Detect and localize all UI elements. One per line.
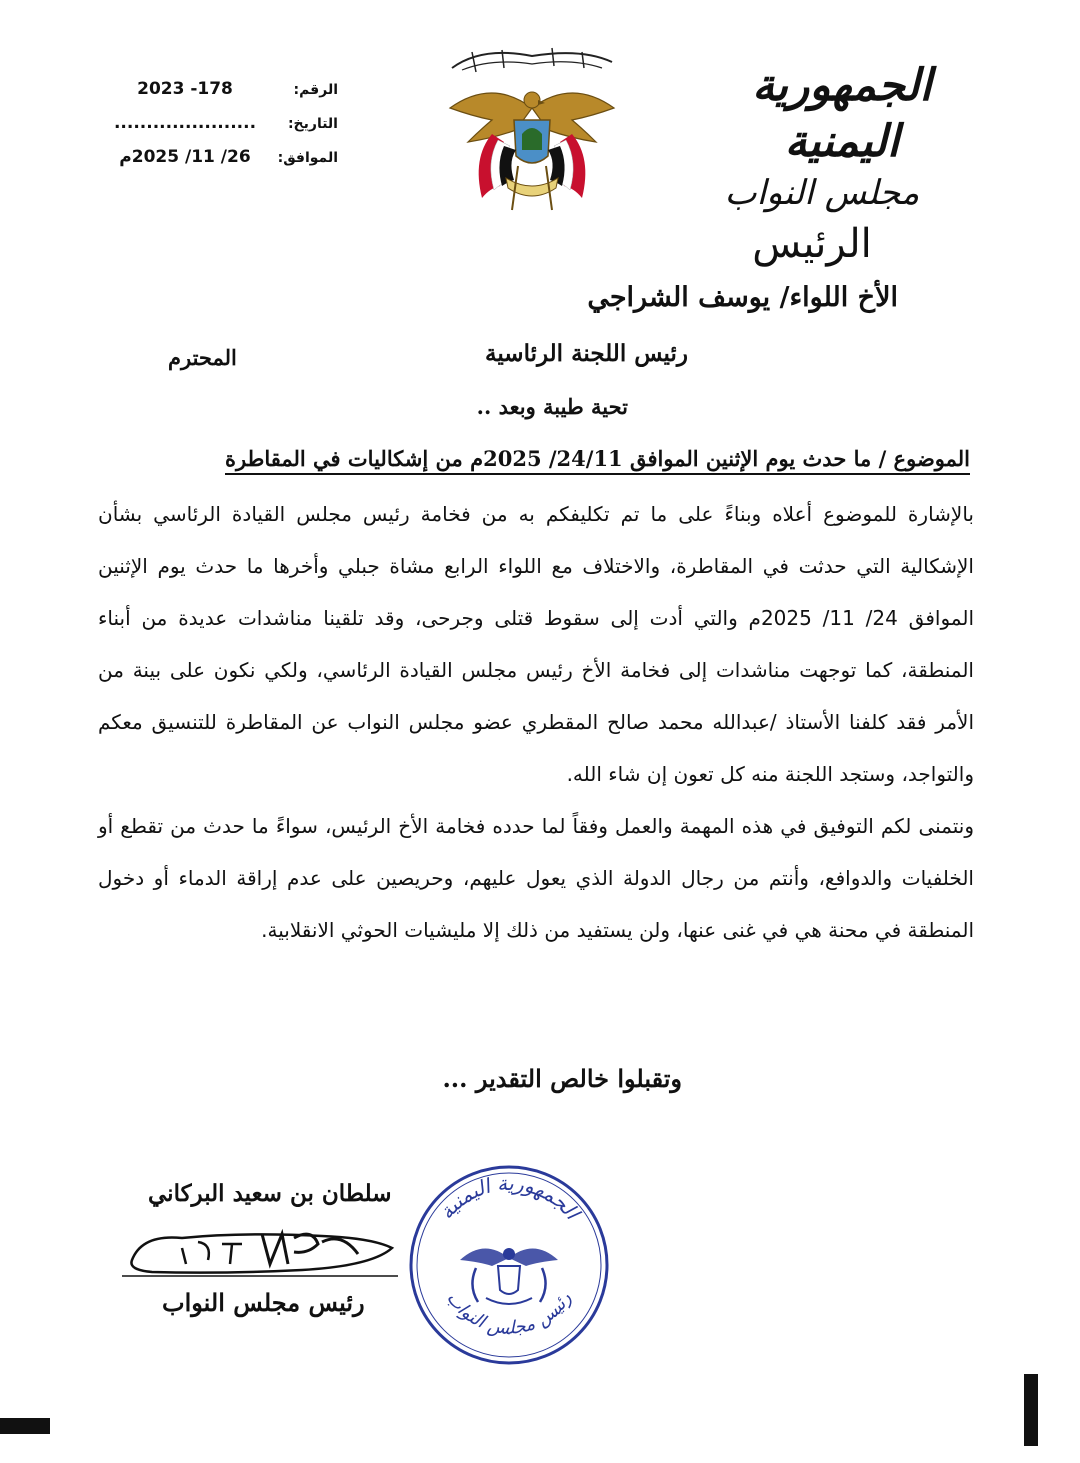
ref-corresponding-row [98,140,338,174]
svg-text:رئيس مجلس النواب: رئيس مجلس النواب [442,1288,576,1340]
org-title: الرئيس [752,221,872,267]
body-paragraph-2: ونتمنى لكم التوفيق في هذه المهمة والعمل وفقاً لما حدده فخامة الأخ الرئيس، سواءً ما حدث من تقطع أو الخلفيات والدوافع، وأنتم من رجال الدولة الذي يعول عليهم، وحريصين على عدم إراقة الدماء أو دخول المنطقة في محنة هي في غنى عنها، ولن يستفيد من ذلك إلا مليشيات الحوثي الانقلابية. [98,814,974,942]
ref-number-value: 2023 -178 [137,79,233,99]
addressee-honorific: المحترم [168,345,237,370]
ref-date-row [98,106,338,140]
signer-name: سلطان بن سعيد البركاني [148,1180,392,1207]
body-paragraph-1: بالإشارة للموضوع أعلاه وبناءً على ما تم تكليفكم به من فخامة رئيس مجلس القيادة الرئاسي بشأن الإشكالية التي حدثت في المقاطرة، والاختلاف مع اللواء الرابع مشاة جبلي وأخرها ما حدث يوم الإثنين الموافق 24/ 11/ 2025م والتي أدت إلى سقوط قتلى وجرحى، وقد تلقينا مناشدات عديدة من أبناء المنطقة، كما توجهت مناشدات إلى فخامة الأخ رئيس مجلس القيادة الرئاسي، ولكي نكون على بينة من الأمر فقد كلفنا الأستاذ /عبدالله محمد صالح المقطري عضو مجلس النواب عن المقاطرة للتنسيق معكم والتواجد، وستجد اللجنة منه كل تعون إن شاء الله. [98,502,974,786]
letter-body [98,488,974,956]
ref-number-label: الرقم: [293,82,338,98]
handwritten-signature-icon [122,1214,402,1284]
scan-edge-mark [1024,1374,1038,1446]
official-stamp-icon [404,1162,614,1368]
addressee-name: الأخ اللواء/ يوسف الشراجي [587,282,898,313]
org-sub: مجلس النواب [724,173,920,213]
ref-corresponding-label: الموافق: [277,150,338,166]
ref-date-value: ...................... [113,113,257,133]
ref-corresponding-value: 26/ 11/ 2025م [119,147,251,167]
ref-date-label: التاريخ: [287,116,338,132]
greeting: تحية طيبة وبعد .. [476,394,628,419]
scan-edge-mark [0,1418,50,1434]
subject-line: الموضوع / ما حدث يوم الإثنين الموافق 24/11/ 2025م من إشكاليات في المقاطرة [225,446,970,475]
ref-number-row [98,72,338,106]
yemen-eagle-emblem-icon [432,38,632,218]
reference-block [98,72,338,174]
signer-title: رئيس مجلس النواب [162,1288,365,1317]
org-name: الجمهورية اليمنية [752,60,932,167]
closing-line: وتقبلوا خالص التقدير ... [442,1064,682,1093]
addressee-title: رئيس اللجنة الرئاسية [485,340,688,367]
letterhead-org [692,58,992,272]
svg-text:الجمهورية اليمنية: الجمهورية اليمنية [434,1170,585,1224]
